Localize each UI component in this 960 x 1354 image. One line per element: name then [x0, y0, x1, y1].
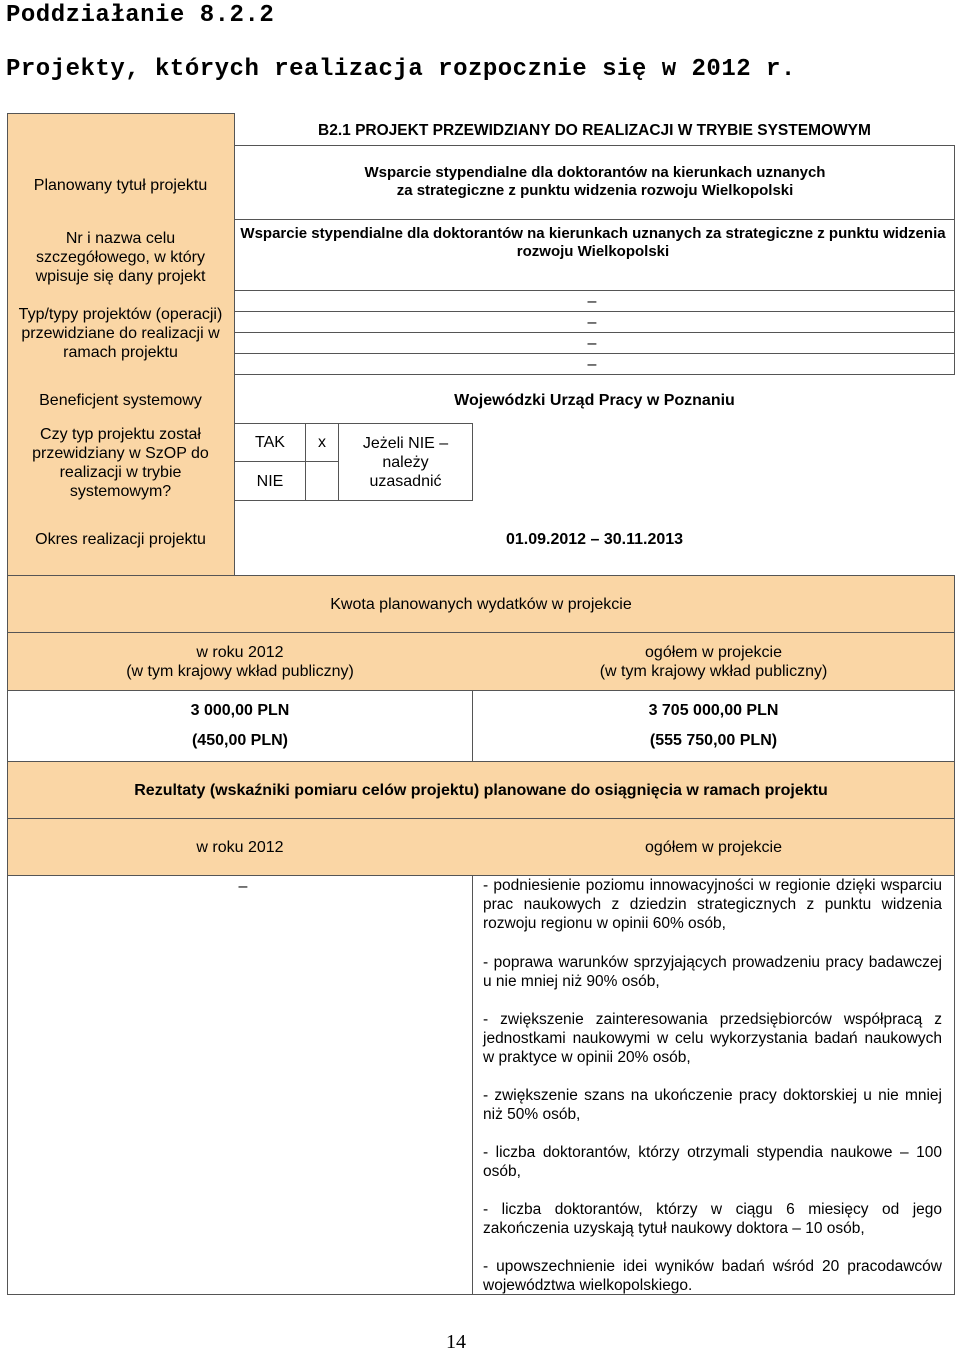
- tak-mark: x: [318, 433, 326, 451]
- results-col-year-label: w roku 2012: [196, 838, 284, 856]
- types-value: –: [587, 292, 597, 310]
- justify-label: Jeżeli NIE – należy uzasadnić: [362, 434, 449, 490]
- subtitle-heading: Projekty, których realizacja rozpocznie się w 2012 r.: [6, 56, 796, 83]
- result-item: - poprawa warunków sprzyjających prowadzeniu pracy badawczej u nie mniej niż 90% osób,: [483, 954, 942, 990]
- result-item: - liczba doktorantów, którzy otrzymali stypendia naukowe – 100 osób,: [483, 1144, 942, 1180]
- result-item: - podniesienie poziomu innowacyjności w regionie dzięki wsparciu prac naukowych z dziedzin strategicznych z punktu widzenia rozwoju regionu w opinii 60% osób,: [483, 877, 942, 932]
- goal-value: Wsparcie stypendialne dla doktorantów na kierunkach uznanych za strategiczne z punktu widzenia rozwoju Wielkopolski: [240, 225, 946, 260]
- results-year-value: –: [238, 877, 248, 895]
- budget-header: Kwota planowanych wydatków w projekcie: [330, 595, 632, 613]
- project-block-title: B2.1 PROJEKT PRZEWIDZIANY DO REALIZACJI W TRYBIE SYSTEMOWYM: [318, 121, 871, 139]
- result-item: - zwiększenie szans na ukończenie pracy doktorskiej u nie mniej niż 50% osób,: [483, 1087, 942, 1123]
- types-value: –: [587, 355, 597, 373]
- budget-total-values: 3 705 000,00 PLN (555 750,00 PLN): [648, 702, 779, 749]
- label-goal: Nr i nazwa celu szczegółowego, w który wpisuje się dany projekt: [35, 229, 206, 285]
- label-systemic: Czy typ projektu został przewidziany w SzOP do realizacji w trybie systemowym?: [32, 426, 209, 500]
- nie-mark: [305, 462, 339, 501]
- result-item: - upowszechnienie idei wyników badań wśród 20 pracodawców województwa wielkopolskiego.: [483, 1258, 942, 1294]
- result-item: - liczba doktorantów, którzy w ciągu 6 miesięcy od jego zakończenia uzyskają tytuł naukowy doktora – 10 osób,: [483, 1201, 942, 1237]
- results-col-total-label: ogółem w projekcie: [645, 838, 782, 856]
- title-value: Wsparcie stypendialne dla doktorantów na kierunkach uznanych za strategiczne z punktu widzenia rozwoju Wielkopolski: [364, 164, 826, 199]
- label-period: Okres realizacji projektu: [35, 530, 206, 548]
- label-beneficiary: Beneficjent systemowy: [39, 391, 202, 409]
- option-nie: NIE: [256, 473, 284, 490]
- subsection-heading: Poddziałanie 8.2.2: [6, 2, 275, 29]
- result-item: - zwiększenie zainteresowania przedsiębiorców współpracą z jednostkami naukowymi w celu wykorzystania badań naukowych w praktyce w opinii 20% osób,: [483, 1011, 942, 1066]
- option-tak: TAK: [255, 433, 285, 451]
- justify-value: [480, 425, 950, 499]
- results-year-cell: [7, 875, 473, 1295]
- page-number: 14: [446, 1330, 466, 1353]
- budget-col-total-label: ogółem w projekcie (w tym krajowy wkład publiczny): [599, 643, 828, 680]
- column-divider: [234, 113, 235, 575]
- types-value: –: [587, 334, 597, 352]
- budget-col-year-label: w roku 2012 (w tym krajowy wkład publiczny): [126, 643, 354, 680]
- types-value: –: [587, 313, 597, 331]
- label-title: Planowany tytuł projektu: [33, 176, 208, 194]
- period-value: 01.09.2012 – 30.11.2013: [505, 530, 684, 548]
- beneficiary-value: Wojewódzki Urząd Pracy w Poznaniu: [454, 391, 735, 409]
- results-header: Rezultaty (wskaźniki pomiaru celów projektu) planowane do osiągnięcia w ramach projektu: [134, 781, 828, 799]
- label-types: Typ/typy projektów (operacji) przewidziane do realizacji w ramach projektu: [18, 305, 223, 361]
- budget-year-values: 3 000,00 PLN (450,00 PLN): [190, 702, 290, 749]
